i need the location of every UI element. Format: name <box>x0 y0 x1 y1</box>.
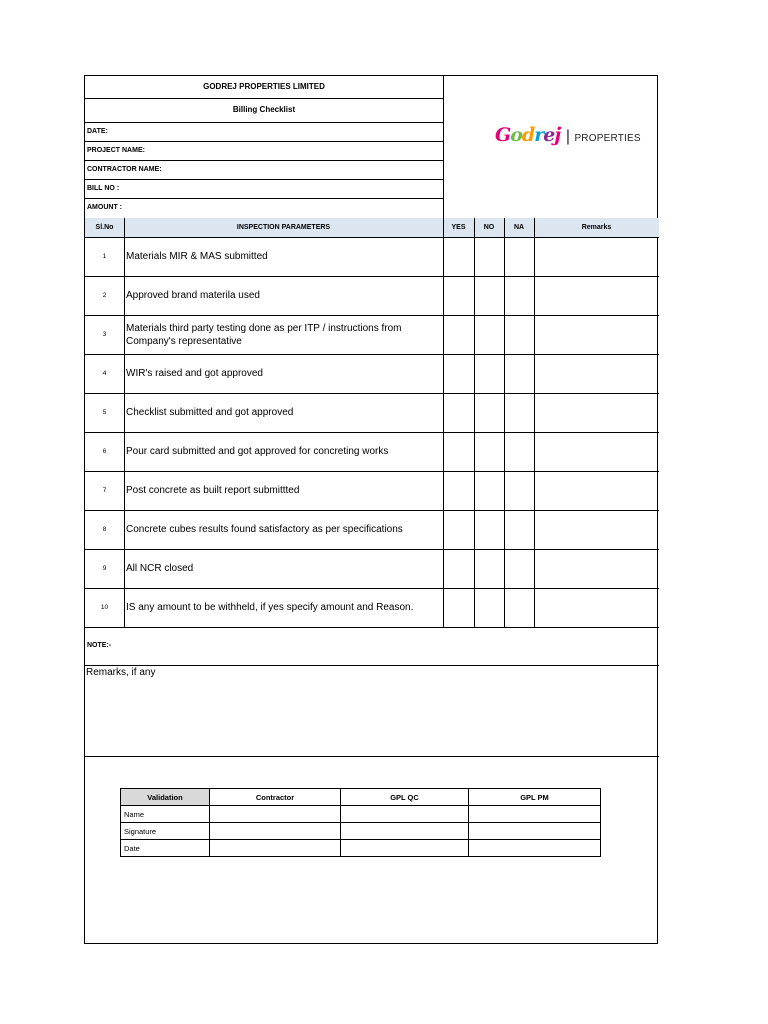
row-na-cell[interactable] <box>504 315 534 354</box>
row-yes-cell[interactable] <box>443 354 474 393</box>
row-no-cell[interactable] <box>474 549 504 588</box>
signature-gpl-qc-cell[interactable] <box>341 823 469 840</box>
validation-row-signature: Signature <box>121 823 210 840</box>
row-yes-cell[interactable] <box>443 276 474 315</box>
row-no-cell[interactable] <box>474 237 504 276</box>
date-gpl-pm-cell[interactable] <box>469 840 601 857</box>
row-sl-number: 8 <box>102 526 107 533</box>
row-inspection-parameter: Materials third party testing done as per ITP / instructions from Company's representative <box>126 322 402 347</box>
row-sl-number: 9 <box>102 565 107 572</box>
row-no-cell[interactable] <box>474 276 504 315</box>
row-yes-cell[interactable] <box>443 549 474 588</box>
project-name-field: PROJECT NAME: <box>87 147 145 154</box>
row-remarks-cell[interactable] <box>534 354 659 393</box>
remarks-label: Remarks, if any <box>86 667 156 678</box>
bill-no-field: BILL NO : <box>87 185 120 192</box>
billing-checklist-sheet <box>84 75 658 944</box>
row-na-cell[interactable] <box>504 276 534 315</box>
row-inspection-parameter: WIR's raised and got approved <box>126 368 263 379</box>
row-remarks-cell[interactable] <box>534 237 659 276</box>
row-remarks-cell[interactable] <box>534 276 659 315</box>
row-inspection-parameter: Concrete cubes results found satisfactory as per specifications <box>126 524 403 535</box>
row-na-cell[interactable] <box>504 471 534 510</box>
row-yes-cell[interactable] <box>443 432 474 471</box>
date-contractor-cell[interactable] <box>210 840 341 857</box>
col-header-no: NO <box>483 224 495 231</box>
name-contractor-cell[interactable] <box>210 806 341 823</box>
name-gpl-qc-cell[interactable] <box>341 806 469 823</box>
row-sl-number: 5 <box>102 409 107 416</box>
row-inspection-parameter: Materials MIR & MAS submitted <box>126 251 268 262</box>
row-na-cell[interactable] <box>504 588 534 627</box>
row-na-cell[interactable] <box>504 354 534 393</box>
row-no-cell[interactable] <box>474 471 504 510</box>
header-logo-divider <box>443 76 444 218</box>
row-sl-number: 4 <box>102 370 107 377</box>
row-sl-number: 3 <box>102 331 107 338</box>
row-no-cell[interactable] <box>474 588 504 627</box>
row-remarks-cell[interactable] <box>534 510 659 549</box>
col-header-yes: YES <box>451 224 466 231</box>
row-inspection-parameter: Checklist submitted and got approved <box>126 407 294 418</box>
validation-row-date: Date <box>121 840 210 857</box>
row-no-cell[interactable] <box>474 315 504 354</box>
row-yes-cell[interactable] <box>443 237 474 276</box>
row-inspection-parameter: All NCR closed <box>126 563 194 574</box>
validation-table <box>120 788 601 857</box>
row-no-cell[interactable] <box>474 354 504 393</box>
logo-properties-text: PROPERTIES <box>574 133 641 144</box>
row-yes-cell[interactable] <box>443 393 474 432</box>
date-gpl-qc-cell[interactable] <box>341 840 469 857</box>
row-na-cell[interactable] <box>504 510 534 549</box>
godrej-logo-wordmark: Godrej <box>495 124 561 146</box>
validation-col-gpl-pm: GPL PM <box>469 789 601 806</box>
row-inspection-parameter: Pour card submitted and got approved for concreting works <box>126 446 389 457</box>
col-header-remarks: Remarks <box>581 224 612 231</box>
row-no-cell[interactable] <box>474 393 504 432</box>
row-inspection-parameter: Approved brand materila used <box>126 290 260 301</box>
row-sl-number: 1 <box>102 253 107 260</box>
row-sl-number: 6 <box>102 448 107 455</box>
document-title: Billing Checklist <box>232 105 296 114</box>
row-remarks-cell[interactable] <box>534 315 659 354</box>
validation-row-name: Name <box>121 806 210 823</box>
name-gpl-pm-cell[interactable] <box>469 806 601 823</box>
row-yes-cell[interactable] <box>443 588 474 627</box>
logo-separator: | <box>565 128 570 145</box>
date-field: DATE: <box>87 128 108 135</box>
row-yes-cell[interactable] <box>443 471 474 510</box>
row-na-cell[interactable] <box>504 393 534 432</box>
contractor-name-field: CONTRACTOR NAME: <box>87 166 162 173</box>
validation-col-contractor: Contractor <box>210 789 341 806</box>
row-remarks-cell[interactable] <box>534 588 659 627</box>
row-remarks-cell[interactable] <box>534 549 659 588</box>
col-header-na: NA <box>513 224 525 231</box>
row-na-cell[interactable] <box>504 432 534 471</box>
row-remarks-cell[interactable] <box>534 393 659 432</box>
col-header-slno: Sl.No <box>95 224 114 231</box>
company-name: GODREJ PROPERTIES LIMITED <box>203 82 325 91</box>
row-remarks-cell[interactable] <box>534 432 659 471</box>
row-no-cell[interactable] <box>474 432 504 471</box>
row-sl-number: 7 <box>102 487 107 494</box>
note-label: NOTE:- <box>87 642 112 649</box>
row-sl-number: 10 <box>100 604 109 611</box>
validation-header: Validation <box>121 789 210 806</box>
signature-gpl-pm-cell[interactable] <box>469 823 601 840</box>
godrej-properties-logo <box>495 124 645 160</box>
row-na-cell[interactable] <box>504 237 534 276</box>
row-yes-cell[interactable] <box>443 315 474 354</box>
col-header-inspection-parameters: INSPECTION PARAMETERS <box>236 224 331 231</box>
row-inspection-parameter: IS any amount to be withheld, if yes specify amount and Reason. <box>126 602 414 613</box>
amount-field: AMOUNT : <box>87 204 122 211</box>
row-inspection-parameter: Post concrete as built report submittted <box>126 485 300 496</box>
row-sl-number: 2 <box>102 292 107 299</box>
row-na-cell[interactable] <box>504 549 534 588</box>
validation-col-gpl-qc: GPL QC <box>341 789 469 806</box>
signature-contractor-cell[interactable] <box>210 823 341 840</box>
row-yes-cell[interactable] <box>443 510 474 549</box>
row-no-cell[interactable] <box>474 510 504 549</box>
row-remarks-cell[interactable] <box>534 471 659 510</box>
